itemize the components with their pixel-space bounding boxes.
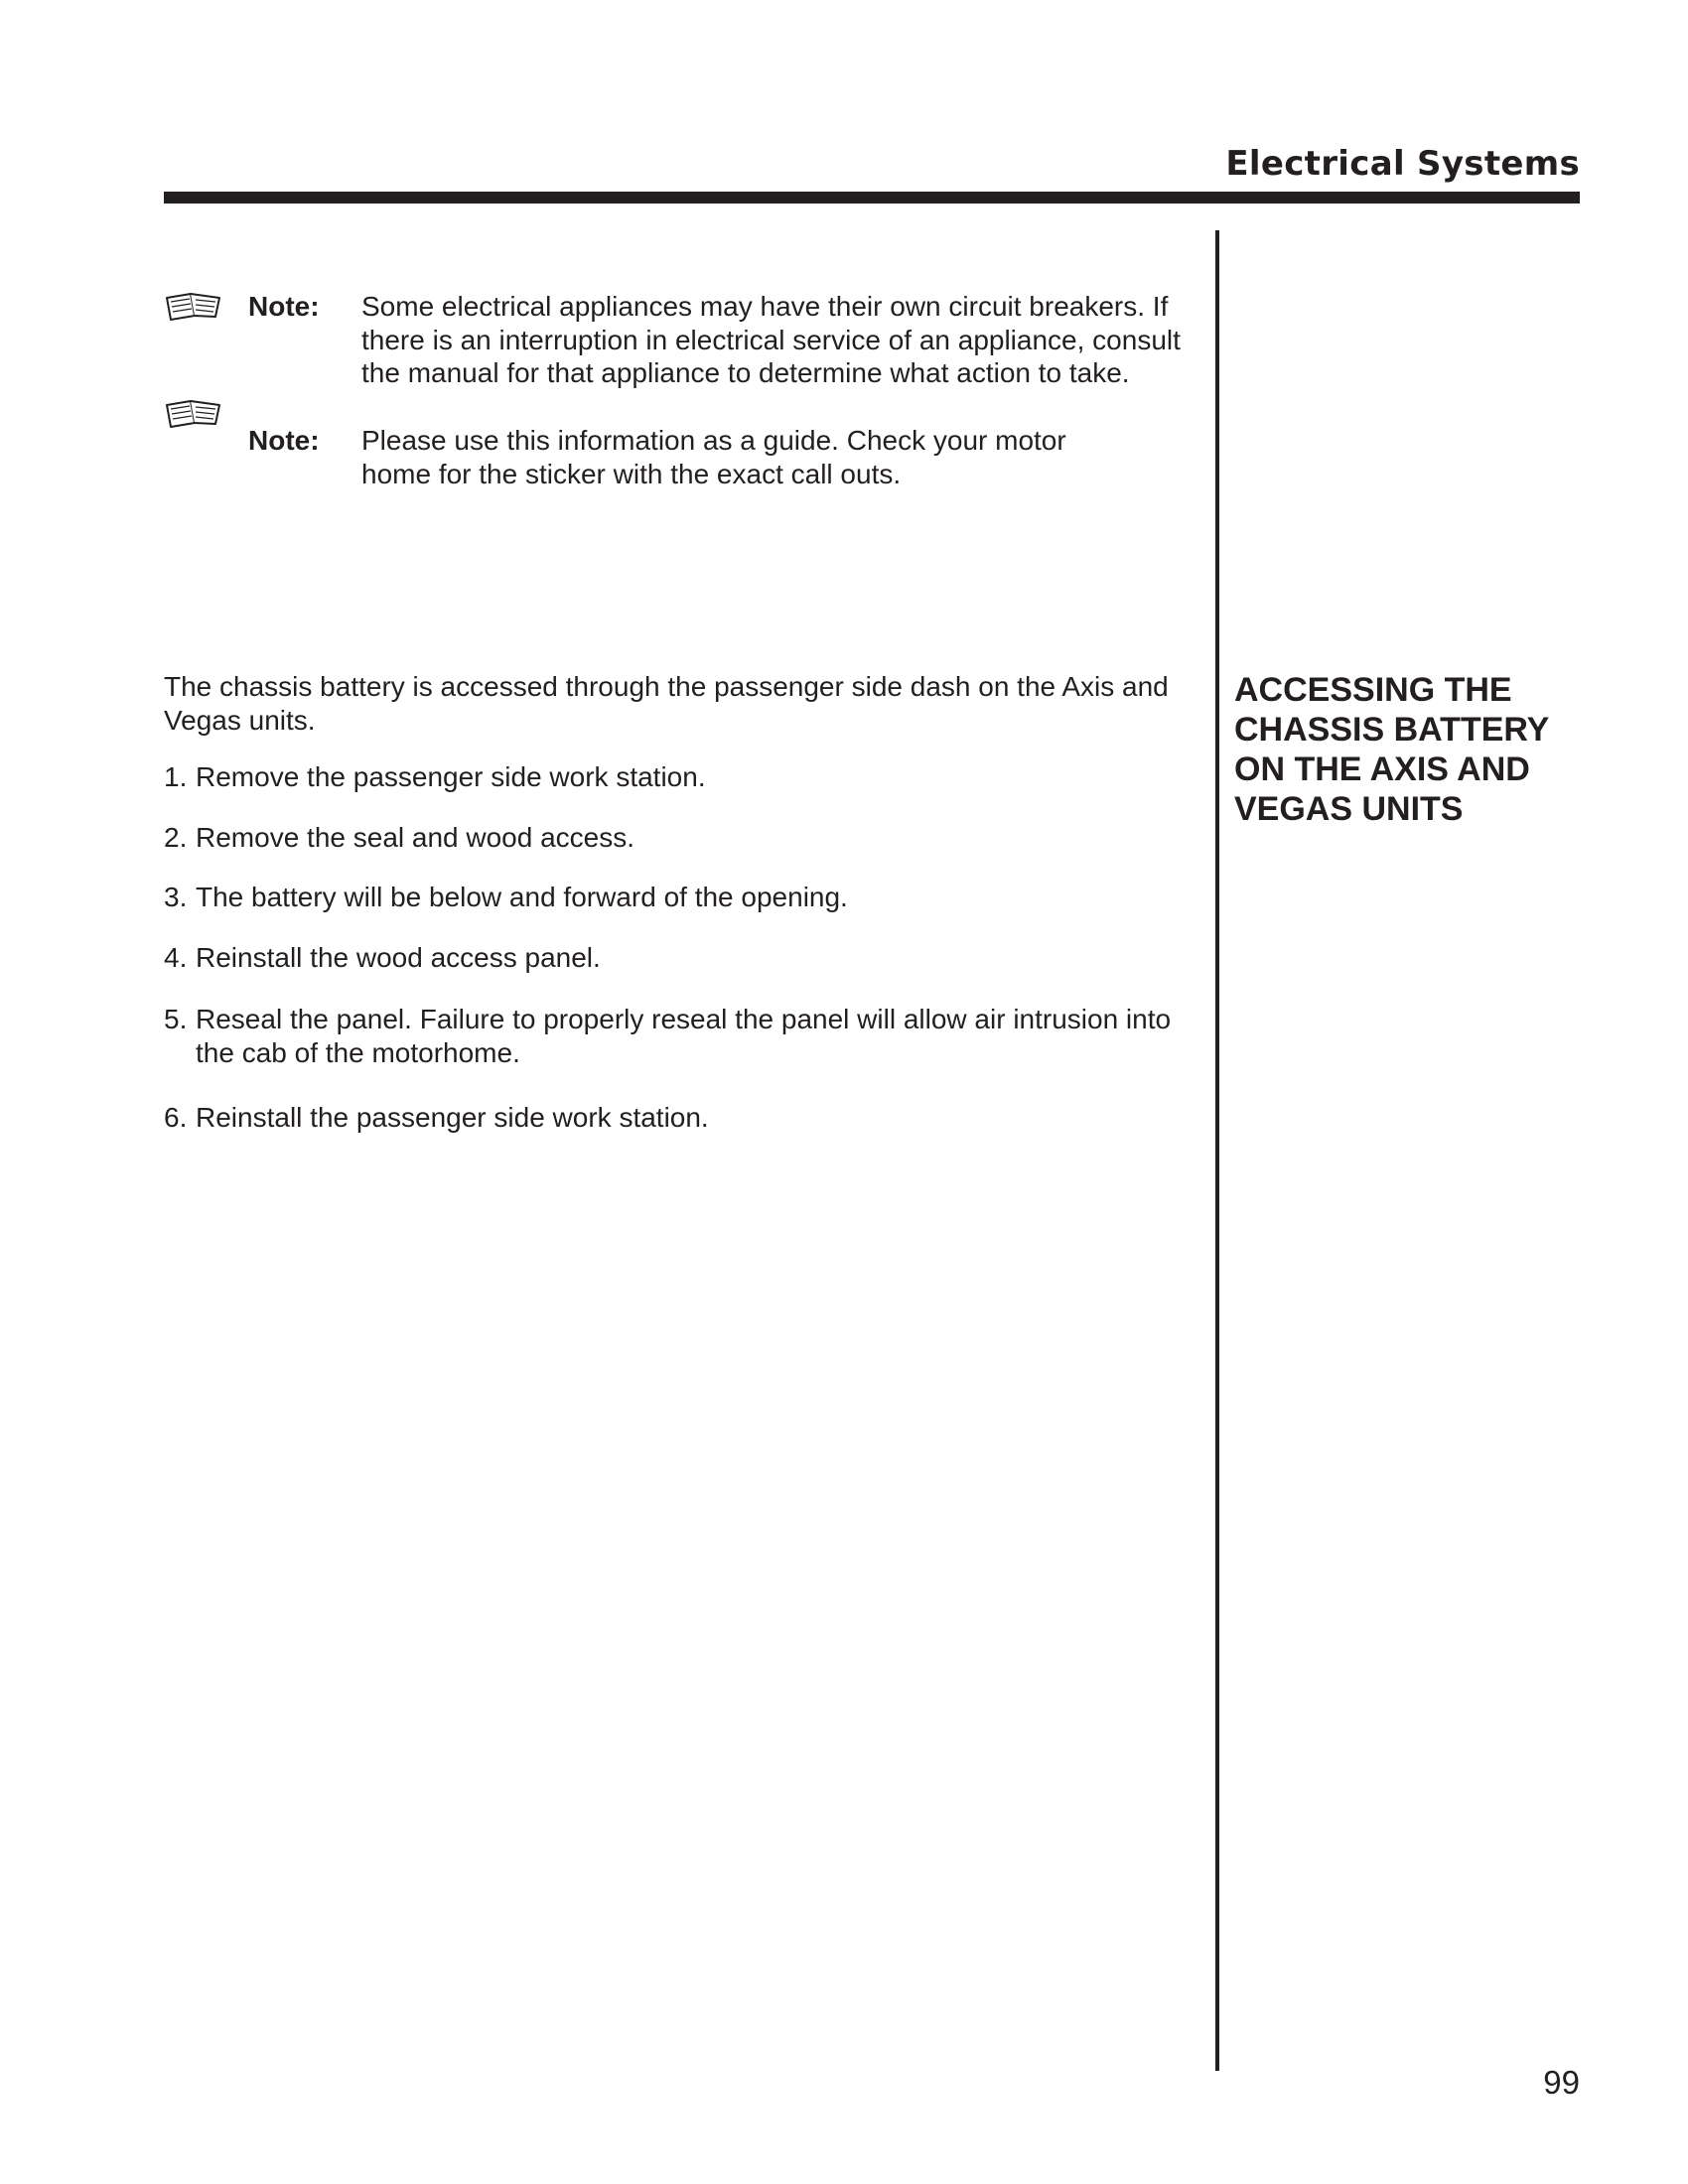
step-number: 3. <box>164 882 188 912</box>
step-text: Remove the passenger side work station. <box>196 761 706 792</box>
list-item <box>164 1003 1196 1069</box>
list-item <box>164 1101 1196 1135</box>
note-label: Note: <box>248 291 320 322</box>
list-item <box>164 941 1196 975</box>
list-item <box>164 760 1196 794</box>
step-number: 2. <box>164 822 188 853</box>
step-text: Reinstall the wood access panel. <box>196 942 601 973</box>
note-text: Please use this information as a guide. Check your motor home for the sticker with the exact call outs. <box>361 425 1066 489</box>
page-number: 99 <box>1543 2064 1580 2101</box>
note-text: Some electrical appliances may have their own circuit breakers. If there is an interruption in electrical service of an appliance, consult the manual for that appliance to determine what action to take. <box>361 291 1181 388</box>
step-text: The battery will be below and forward of the opening. <box>196 882 848 912</box>
open-book-icon <box>164 288 223 322</box>
note-label: Note: <box>248 425 320 456</box>
step-number: 6. <box>164 1102 188 1133</box>
step-text: Remove the seal and wood access. <box>196 822 635 853</box>
step-number: 5. <box>164 1004 188 1034</box>
step-text: Reinstall the passenger side work station. <box>196 1102 709 1133</box>
step-number: 1. <box>164 761 188 792</box>
page-header-title: Electrical Systems <box>1225 144 1580 184</box>
step-text: Reseal the panel. Failure to properly reseal the panel will allow air intrusion into the cab of the motorhome. <box>196 1004 1172 1068</box>
section-heading: ACCESSING THE CHASSIS BATTERY ON THE AXIS AND VEGAS UNITS <box>1234 671 1549 828</box>
list-item <box>164 821 1196 855</box>
intro-paragraph: The chassis battery is accessed through the passenger side dash on the Axis and Vegas units. <box>164 671 1169 736</box>
header-rule <box>164 192 1580 204</box>
step-number: 4. <box>164 942 188 973</box>
open-book-icon <box>164 395 223 429</box>
list-item <box>164 881 1196 914</box>
column-divider <box>1215 230 1219 2071</box>
